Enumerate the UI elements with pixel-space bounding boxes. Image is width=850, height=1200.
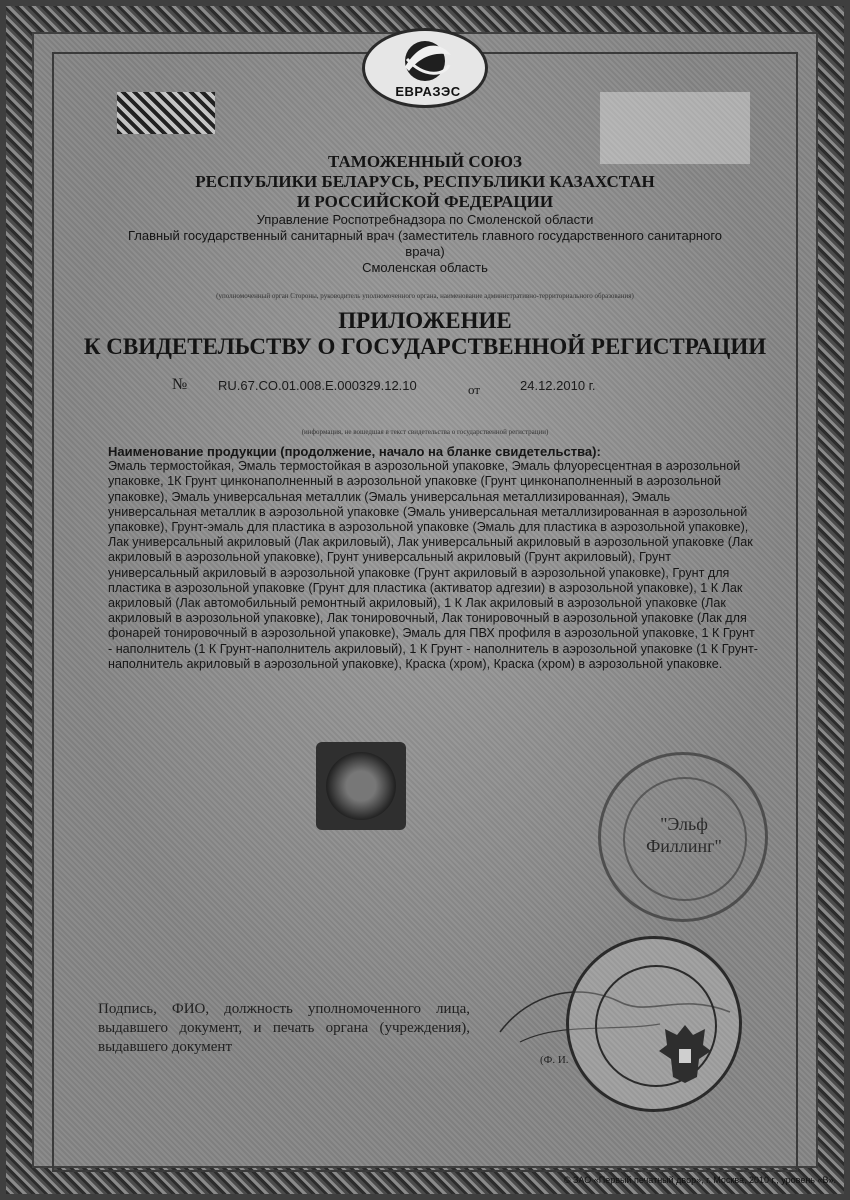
product-list-text: Эмаль термостойкая, Эмаль термостойкая в аэрозольной упаковке, Эмаль флуоресцентная в аэрозольной упаковке, 1К Грунт цинконаполненный в аэрозольной упаковке (Грунт цинконаполненный в аэрозольной упаковке), Эмаль универсальная металлик (Эмаль универсальная металлизированная), Эмаль универсальная металлик в аэрозольной упаковке (Эмаль универсальная металлизированная в аэрозольной упаковке), Грунт-эмаль для пластика в аэрозольной упаковке (Эмаль для пластика в аэрозольной упаковке), Лак универсальный акриловый (Лак акриловый), Лак универсальный акриловый в аэрозольной упаковке (Лак акриловый в аэрозольной упаковке), Грунт универсальный акриловый (Грунт акриловый), Грунт универсальный акриловый в аэрозольной упаковке (Грунт акриловый в аэрозольной упаковке), Грунт для пластика в аэрозольной упаковке (Грунт для пластика (активатор адгезии) в аэрозольной упаковке), 1 К Лак акриловый (Лак автомобильный ремонтный акриловый), 1 К Лак акриловый в аэрозольной упаковке (Лак акриловый в аэрозольной упаковке), Лак тонировочный, Лак тонировочный в аэрозольной упаковке (Лак для фонарей тонировочный в аэрозольной упаковке), Эмаль для ПВХ профиля в аэрозольной упаковке, 1 К Грунт - наполнитель (1 К Грунт-наполнитель акриловый), 1 К Грунт - наполнитель в аэрозольной упаковке (1 К Грунт-наполнитель акриловый в аэрозольной упаковке), Краска (хром), Краска (хром) в аэрозольной упаковке.: [108, 459, 758, 671]
company-stamp: [598, 752, 768, 922]
union-line-2: РЕСПУБЛИКИ БЕЛАРУСЬ, РЕСПУБЛИКИ КАЗАХСТАН: [195, 172, 655, 191]
product-heading: Наименование продукции (продолжение, начало на бланке свидетельства):: [108, 444, 601, 459]
official-line-2: врача): [405, 244, 445, 259]
document-title: [0, 308, 850, 360]
hologram-emblem-icon: [326, 752, 396, 820]
official-seal-ring: [595, 965, 717, 1087]
security-hatch-pattern: [117, 92, 215, 134]
company-stamp-text: [601, 813, 767, 857]
authority-caption: (уполномоченный орган Стороны, руководитель уполномоченного органа, наименование административно-территориального образования): [216, 292, 634, 300]
region-name: Смоленская область: [362, 260, 488, 275]
number-label: №: [172, 376, 188, 393]
stamp-name-line-2: Филлинг": [646, 836, 722, 856]
customs-union-heading: [0, 152, 850, 212]
double-headed-eagle-icon: [653, 1019, 717, 1087]
union-line-3: И РОССИЙСКОЙ ФЕДЕРАЦИИ: [296, 192, 554, 211]
signature-label: Подпись, ФИО, должность уполномоченного лица, выдавшего документ, и печать органа (учреждения), выдавшего документ: [98, 1001, 470, 1055]
official-line-1: Главный государственный санитарный врач (заместитель главного государственного санитарного: [127, 228, 723, 243]
stamp-name-line-1: "Эльф: [660, 814, 708, 834]
title-line-1: ПРИЛОЖЕНИЕ: [338, 308, 512, 333]
signature-initials: (Ф. И.: [540, 1054, 569, 1066]
hologram-seal: [316, 742, 406, 830]
registration-caption: (информация, не вошедшая в текст свидетельства о государственной регистрации): [301, 428, 549, 436]
eurasec-logo: [362, 28, 488, 108]
title-line-2: К СВИДЕТЕЛЬСТВУ О ГОСУДАРСТВЕННОЙ РЕГИСТРАЦИИ: [83, 334, 767, 359]
logo-name: ЕВРАЗЭС: [395, 84, 461, 99]
official-seal: [566, 936, 742, 1112]
date-label: от: [468, 382, 481, 397]
registration-number: RU.67.CO.01.008.E.000329.12.10: [218, 378, 417, 393]
registration-date: 24.12.2010 г.: [520, 378, 596, 393]
product-section: [108, 444, 758, 672]
union-line-1: ТАМОЖЕННЫЙ СОЮЗ: [328, 152, 522, 171]
printer-imprint: © ЗАО «Первый печатный двор», г. Москва, 2010 г., уровень «В».: [563, 1175, 836, 1185]
authority-block: [0, 212, 850, 276]
authority-name: Управление Роспотребнадзора по Смоленской области: [256, 212, 594, 227]
